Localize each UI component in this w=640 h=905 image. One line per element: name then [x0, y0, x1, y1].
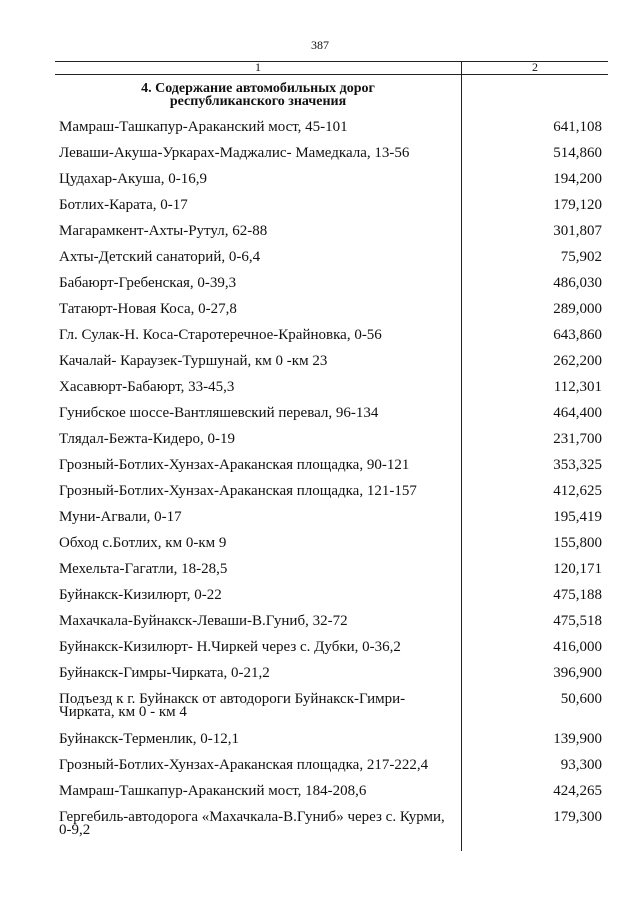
road-name: Качалай- Караузек-Туршунай, км 0 -км 23	[59, 353, 328, 369]
road-name: Грозный-Ботлих-Хунзах-Араканская площадка, 217-222,4	[59, 757, 429, 773]
road-name: Буйнакск-Гимры-Чирката, 0-21,2	[59, 665, 270, 681]
road-amount: 120,171	[553, 561, 602, 577]
road-amount: 262,200	[553, 353, 602, 369]
road-name: Мехельта-Гагатли, 18-28,5	[59, 561, 228, 577]
road-amount: 289,000	[553, 301, 602, 317]
road-amount: 353,325	[553, 457, 602, 473]
column-header-2: 2	[532, 60, 538, 74]
road-name: Мамраш-Ташкапур-Араканский мост, 45-101	[59, 119, 348, 135]
road-name: Магарамкент-Ахты-Рутул, 62-88	[59, 223, 268, 239]
road-amount: 396,900	[553, 665, 602, 681]
road-amount: 75,902	[560, 249, 602, 265]
road-amount: 195,419	[553, 509, 602, 525]
road-amount: 231,700	[553, 431, 602, 447]
road-name: Буйнакск-Терменлик, 0-12,1	[59, 731, 240, 747]
road-name: Муни-Агвали, 0-17	[59, 509, 182, 525]
page-number: 387	[311, 38, 329, 52]
road-amount: 139,900	[553, 731, 602, 747]
road-name: Цудахар-Акуша, 0-16,9	[59, 171, 207, 187]
road-amount: 475,188	[553, 587, 602, 603]
road-amount: 179,300	[553, 809, 602, 825]
column-header-1: 1	[255, 60, 261, 74]
road-name: Буйнакск-Кизилюрт- Н.Чиркей через с. Дубки, 0-36,2	[59, 639, 401, 655]
budget-table	[55, 61, 608, 851]
road-name: Мамраш-Ташкапур-Араканский мост, 184-208,6	[59, 783, 367, 799]
road-name: Махачкала-Буйнакск-Леваши-В.Гуниб, 32-72	[59, 613, 348, 629]
road-name: Гунибское шоссе-Вантляшевский перевал, 96-134	[59, 405, 379, 421]
road-name: Буйнакск-Кизилюрт, 0-22	[59, 587, 222, 603]
road-amount: 475,518	[553, 613, 602, 629]
road-name: Леваши-Акуша-Уркарах-Маджалис- Мамедкала, 13-56	[59, 145, 410, 161]
road-amount: 643,860	[553, 327, 602, 343]
road-amount: 416,000	[553, 639, 602, 655]
road-amount: 486,030	[553, 275, 602, 291]
section-title: 4. Содержание автомобильных дорог республиканского значения	[141, 81, 375, 109]
road-amount: 464,400	[553, 405, 602, 421]
road-name: Грозный-Ботлих-Хунзах-Араканская площадка, 90-121	[59, 457, 410, 473]
road-name: Грозный-Ботлих-Хунзах-Араканская площадка, 121-157	[59, 483, 417, 499]
road-name: Тлядал-Бежта-Кидеро, 0-19	[59, 431, 236, 447]
road-amount: 179,120	[553, 197, 602, 213]
road-name: Ботлих-Карата, 0-17	[59, 197, 188, 213]
road-amount: 155,800	[553, 535, 602, 551]
road-name: Обход с.Ботлих, км 0-км 9	[59, 535, 227, 551]
road-amount: 93,300	[560, 757, 602, 773]
road-name: Гл. Сулак-Н. Коса-Старотеречное-Крайновка, 0-56	[59, 327, 382, 343]
road-amount: 641,108	[553, 119, 602, 135]
road-name: Гергебиль-автодорога «Махачкала-В.Гуниб» через с. Курми, 0-9,2	[59, 809, 445, 838]
table-header-rule	[55, 74, 608, 75]
road-amount: 194,200	[553, 171, 602, 187]
road-amount: 424,265	[553, 783, 602, 799]
road-amount: 50,600	[560, 691, 602, 707]
road-amount: 412,625	[553, 483, 602, 499]
road-name: Бабаюрт-Гребенская, 0-39,3	[59, 275, 237, 291]
road-name: Ахты-Детский санаторий, 0-6,4	[59, 249, 261, 265]
road-name: Татаюрт-Новая Коса, 0-27,8	[59, 301, 237, 317]
road-name: Подъезд к г. Буйнакск от автодороги Буйнакск-Гимри- Чиркатa, км 0 - км 4	[59, 691, 406, 720]
road-amount: 301,807	[553, 223, 602, 239]
road-amount: 514,860	[553, 145, 602, 161]
road-name: Хасавюрт-Бабаюрт, 33-45,3	[59, 379, 235, 395]
road-amount: 112,301	[553, 379, 602, 395]
